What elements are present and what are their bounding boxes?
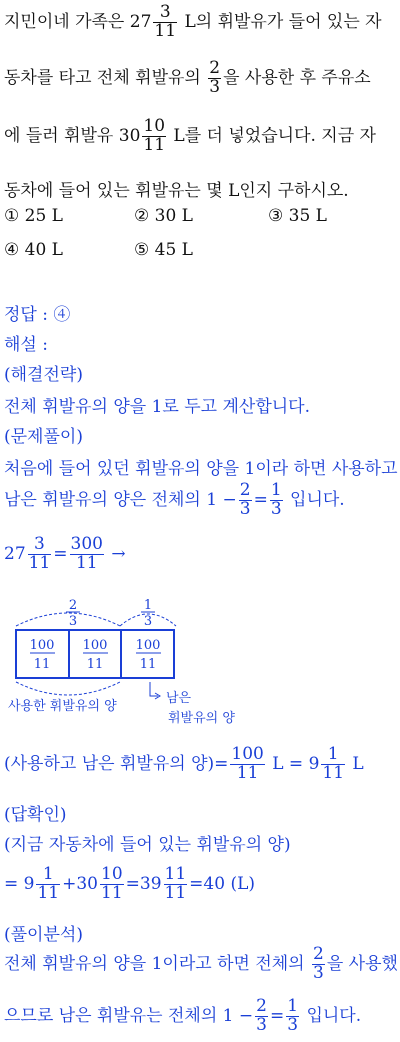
cell-2-den: 11 [86,657,104,672]
top-frac-a-num: 2 [68,598,78,613]
analysis-line-2: 으므로 남은 휘발유는 전체의 1 − $\frac{2}{3}$ = $\frac{1}{3}$ 입니다. [4,996,362,1035]
choice-5: ⑤ 45 L [134,240,193,260]
choice-2: ② 30 L [134,206,193,226]
used-label: 사용한 휘발유의 양 [8,699,117,714]
analysis-tag: (풀이분석) [4,925,83,945]
problem-line-4: 동차에 들어 있는 휘발유는 몇 L인지 구하시오. [4,181,349,201]
solve-line-2: 남은 휘발유의 양은 전체의 1 − $\frac{2}{3}$ = $\frac{1}{3}$ 입니다. [4,480,345,519]
choice-1: ① 25 L [4,206,63,226]
solve-tag: (문제풀이) [4,427,83,447]
problem-line-1: 지민이네 가족은 27 $\frac{3}{11}$ L의 휘발유가 들어 있는 자 [4,2,382,41]
choice-4: ④ 40 L [4,240,63,260]
explain-label: 해설 : [4,335,48,355]
strategy-text: 전체 휘발유의 양을 1로 두고 계산합니다. [4,397,310,417]
top-frac-a-den: 3 [68,614,78,629]
check-line-2: = 9 $\frac{1}{11}$ +30 $\frac{10}{11}$ =39 $\frac{11}{11}$ =40 (L) [4,864,256,903]
cell-2-num: 100 [82,638,108,653]
fuel-bar-diagram [0,592,260,732]
conversion-line: 27 $\frac{3}{11}$ = $\frac{300}{11}$ → [4,534,126,573]
remain-label-2: 휘발유의 양 [168,711,235,726]
remain-label-1: 남은 [166,691,192,706]
cell-3-num: 100 [135,638,161,653]
choice-3: ③ 35 L [268,206,327,226]
problem-line-3: 에 들러 휘발유 30 $\frac{10}{11}$ L를 더 넣었습니다. 지금 자 [4,116,376,155]
solve-line-1: 처음에 들어 있던 휘발유의 양을 1이라 하면 사용하고 [4,459,398,479]
remaining-amount-line: (사용하고 남은 휘발유의 양)= $\frac{100}{11}$ L = 9 $\frac{1}{11}$ L [4,744,364,783]
check-line-1: (지금 자동차에 들어 있는 휘발유의 양) [4,835,291,855]
answer: 정답 : ④ [4,305,71,325]
analysis-line-1: 전체 휘발유의 양을 1이라고 하면 전체의 $\frac{2}{3}$ 을 사용했 [4,944,398,983]
cell-1-den: 11 [33,657,51,672]
check-tag: (답확인) [4,805,67,825]
strategy-tag: (해결전략) [4,365,83,385]
top-frac-b-num: 1 [143,598,153,613]
brace-used-bottom [16,682,120,695]
cell-3-den: 11 [139,657,157,672]
problem-line-2: 동차를 타고 전체 휘발유의 $\frac{2}{3}$ 을 사용한 후 주유소 [4,58,371,97]
cell-1-num: 100 [29,638,55,653]
top-frac-b-den: 3 [143,614,153,629]
